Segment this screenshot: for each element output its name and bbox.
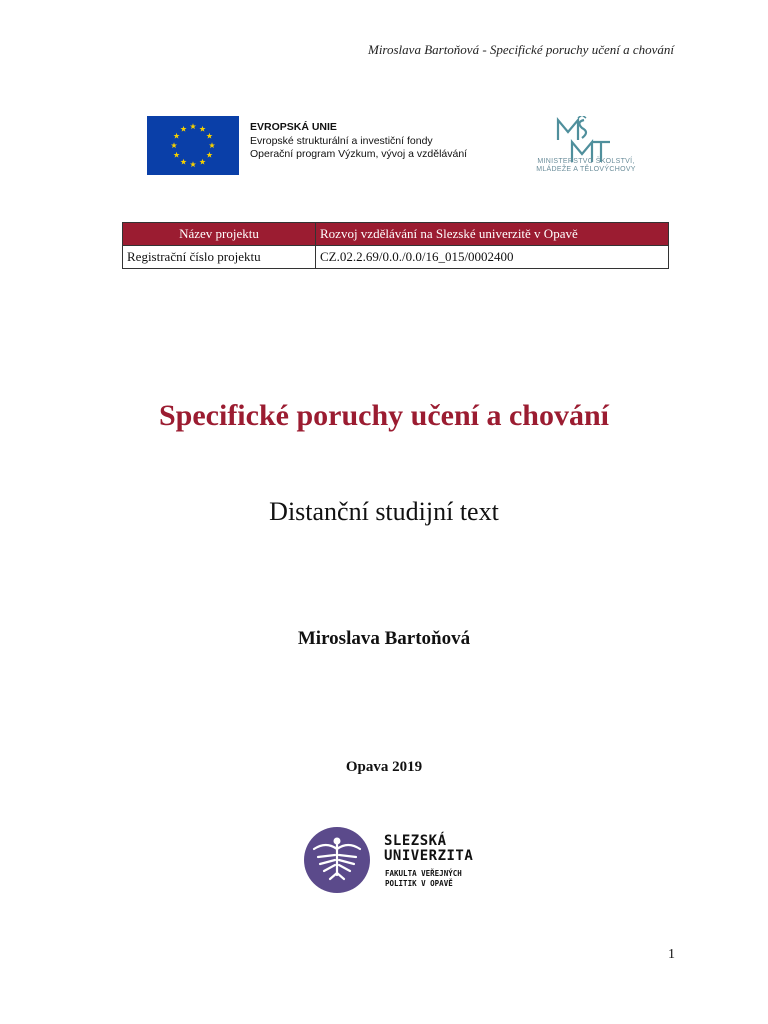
- running-header: Miroslava Bartoňová - Specifické poruchy učení a chování: [367, 42, 674, 57]
- university-name-line: SLEZSKÁ: [384, 833, 447, 849]
- project-name-label: Název projektu: [123, 223, 316, 246]
- eu-star-icon: [206, 152, 212, 158]
- document-title: Specifické poruchy učení a chování: [158, 399, 609, 432]
- eu-star-icon: [209, 142, 215, 148]
- eu-star-icon: [180, 159, 186, 165]
- place-year: Opava 2019: [345, 759, 423, 775]
- eu-flag-icon: [147, 116, 239, 175]
- msmt-logo-line: MINISTERSTVO ŠKOLSTVÍ,: [537, 158, 635, 165]
- eu-star-icon: [190, 123, 196, 129]
- eu-star-icon: [206, 133, 212, 139]
- eu-logo-line: Operační program Výzkum, vývoj a vzdělávání: [250, 148, 468, 160]
- eu-logo-text: [250, 121, 467, 162]
- document-subtitle: Distanční studijní text: [269, 497, 499, 526]
- eu-star-icon: [199, 159, 205, 165]
- faculty-name-line: FAKULTA VEŘEJNÝCH: [385, 869, 462, 878]
- university-name-line: UNIVERZITA: [384, 848, 474, 864]
- registration-number-value: CZ.02.2.69/0.0./0.0/16_015/0002400: [316, 246, 669, 269]
- table-row: [123, 246, 669, 269]
- page-number: 1: [668, 947, 675, 962]
- msmt-logo-line: MLÁDEŽE A TĚLOVÝCHOVY: [536, 166, 636, 173]
- eu-star-icon: [190, 161, 196, 167]
- eu-star-icon: [174, 152, 180, 158]
- faculty-name: [385, 869, 462, 889]
- eu-logo-line: Evropské strukturální a investiční fondy: [250, 134, 433, 147]
- eu-star-icon: [171, 142, 177, 148]
- eu-star-icon: [180, 126, 186, 132]
- msmt-logo-icon: [554, 116, 614, 164]
- author-name: Miroslava Bartoňová: [297, 628, 471, 649]
- eu-star-icon: [174, 133, 180, 139]
- logo-band: [120, 88, 672, 184]
- project-name-value: Rozvoj vzdělávání na Slezské univerzitě v Opavě: [316, 223, 669, 246]
- project-table: [122, 222, 669, 269]
- university-name: [384, 834, 473, 864]
- university-emblem-icon: [304, 827, 370, 893]
- table-row: [123, 223, 669, 246]
- eu-star-icon: [199, 126, 205, 132]
- eu-logo-line: EVROPSKÁ UNIE: [250, 121, 337, 133]
- msmt-logo-text: [524, 158, 648, 174]
- faculty-name-line: POLITIK V OPAVĚ: [385, 879, 453, 888]
- registration-number-label: Registrační číslo projektu: [123, 246, 316, 269]
